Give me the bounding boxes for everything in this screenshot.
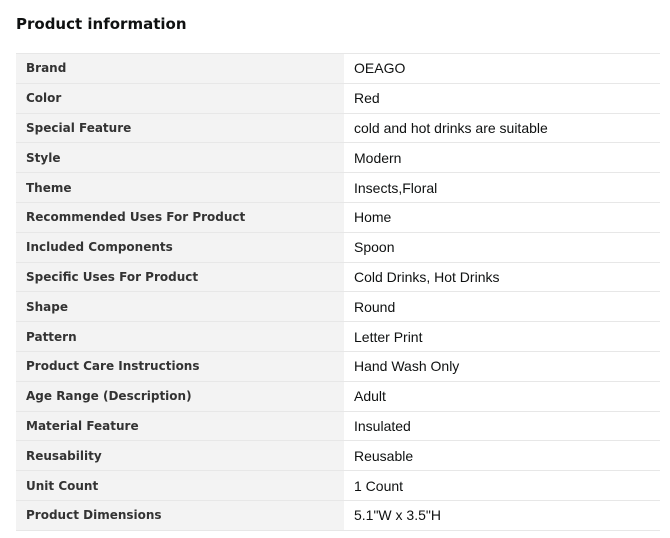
- table-row: [16, 411, 660, 441]
- table-row: [16, 202, 660, 232]
- row-value: Reusable: [344, 441, 660, 471]
- table-row: [16, 262, 660, 292]
- row-value: Insects,Floral: [344, 173, 660, 203]
- table-row: [16, 351, 660, 381]
- row-value: Spoon: [344, 232, 660, 262]
- row-label: Material Feature: [16, 411, 344, 441]
- row-value: Home: [344, 202, 660, 232]
- row-label: Theme: [16, 173, 344, 203]
- row-value: Cold Drinks, Hot Drinks: [344, 262, 660, 292]
- table-row: [16, 54, 660, 84]
- row-label: Unit Count: [16, 471, 344, 501]
- row-label: Product Care Instructions: [16, 351, 344, 381]
- row-value: 5.1"W x 3.5"H: [344, 500, 660, 530]
- product-info-table: [16, 53, 660, 531]
- row-label: Recommended Uses For Product: [16, 202, 344, 232]
- row-value: Letter Print: [344, 322, 660, 352]
- row-label: Color: [16, 83, 344, 113]
- table-row: [16, 500, 660, 530]
- row-label: Age Range (Description): [16, 381, 344, 411]
- row-value: Red: [344, 83, 660, 113]
- row-value: Hand Wash Only: [344, 351, 660, 381]
- table-row: [16, 143, 660, 173]
- table-row: [16, 232, 660, 262]
- table-row: [16, 471, 660, 501]
- row-value: Round: [344, 292, 660, 322]
- row-value: cold and hot drinks are suitable: [344, 113, 660, 143]
- row-label: Reusability: [16, 441, 344, 471]
- row-label: Pattern: [16, 322, 344, 352]
- row-label: Product Dimensions: [16, 500, 344, 530]
- row-label: Shape: [16, 292, 344, 322]
- table-row: [16, 322, 660, 352]
- table-row: [16, 83, 660, 113]
- row-label: Style: [16, 143, 344, 173]
- row-value: Adult: [344, 381, 660, 411]
- row-label: Specific Uses For Product: [16, 262, 344, 292]
- table-row: [16, 381, 660, 411]
- table-row: [16, 173, 660, 203]
- table-row: [16, 113, 660, 143]
- row-value: OEAGO: [344, 54, 660, 84]
- table-row: [16, 292, 660, 322]
- row-label: Included Components: [16, 232, 344, 262]
- row-label: Special Feature: [16, 113, 344, 143]
- row-value: Modern: [344, 143, 660, 173]
- row-label: Brand: [16, 54, 344, 84]
- section-title: Product information: [16, 15, 187, 33]
- row-value: 1 Count: [344, 471, 660, 501]
- table-row: [16, 441, 660, 471]
- row-value: Insulated: [344, 411, 660, 441]
